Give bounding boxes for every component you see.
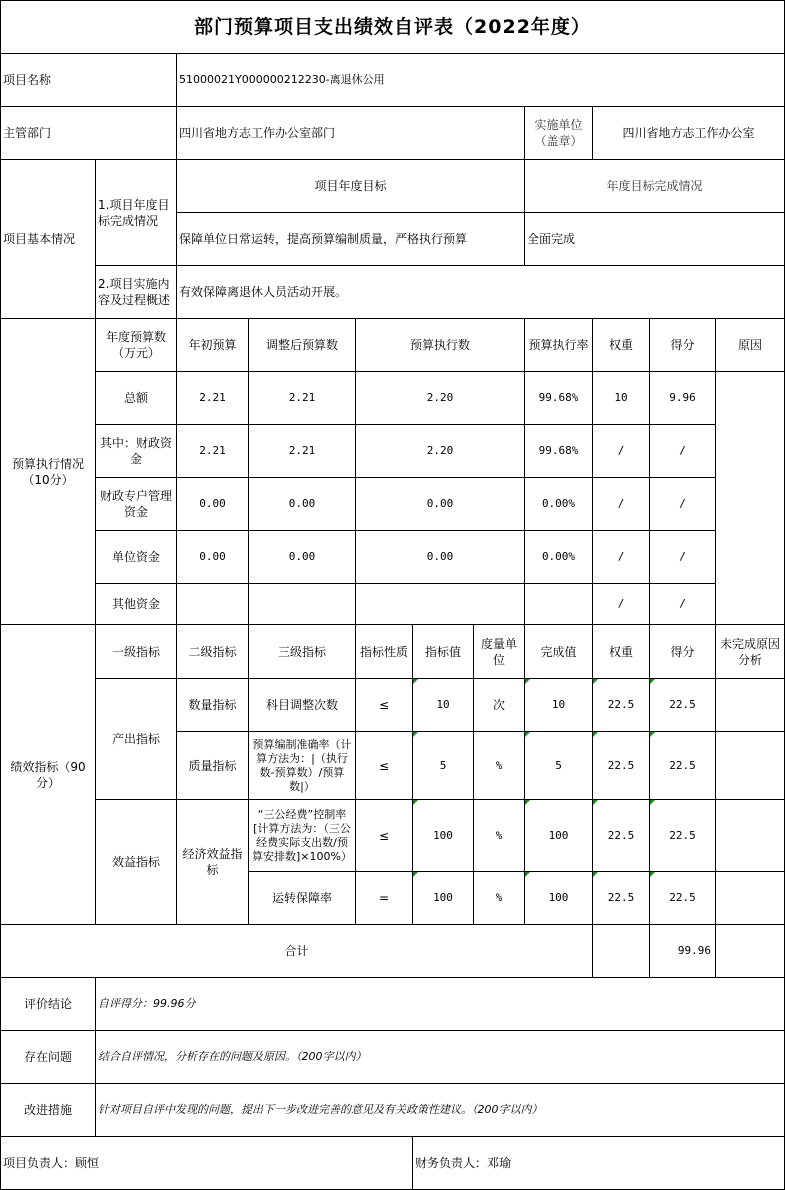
- perf-row-target: 5: [412, 731, 474, 800]
- budget-row-initial: 0.00: [176, 530, 249, 584]
- impl-unit-value: 四川省地方志工作办公室: [592, 106, 785, 160]
- perf-row-target: 100: [412, 871, 474, 925]
- perf-row-weight: 22.5: [592, 678, 650, 732]
- budget-header-initial: 年初预算: [176, 318, 249, 372]
- perf-row-reason[interactable]: [715, 731, 785, 800]
- perf-row-nature: =: [355, 871, 413, 925]
- department-label: 主管部门: [0, 106, 177, 160]
- total-weight: [592, 924, 650, 978]
- budget-row-name: 单位资金: [95, 530, 177, 584]
- budget-header-weight: 权重: [592, 318, 650, 372]
- department-value: 四川省地方志工作办公室部门: [176, 106, 525, 160]
- perf-header-nature: 指标性质: [355, 624, 413, 679]
- budget-row-adjusted: 0.00: [248, 530, 356, 584]
- budget-row-name: 其他资金: [95, 583, 177, 625]
- budget-header-executed: 预算执行数: [355, 318, 525, 372]
- content-label: 2.项目实施内容及过程概述: [95, 265, 177, 319]
- issues-label: 存在问题: [0, 1030, 96, 1084]
- budget-row-rate: 99.68%: [524, 424, 593, 478]
- goal-header: 项目年度目标: [176, 159, 525, 213]
- perf-row-l3: “三公经费”控制率[计算方法为：（三公经费实际支出数/预算安排数]×100%）: [248, 799, 356, 872]
- perf-row-score: 22.5: [649, 799, 716, 872]
- budget-row-rate: 0.00%: [524, 477, 593, 531]
- budget-row-adjusted: [248, 583, 356, 625]
- budget-header-rate: 预算执行率: [524, 318, 593, 372]
- perf-row-l3: 科目调整次数: [248, 678, 356, 732]
- budget-row-name: 其中：财政资金: [95, 424, 177, 478]
- budget-row-weight: /: [592, 424, 650, 478]
- budget-header-reason: 原因: [715, 318, 785, 372]
- perf-row-l3: 运转保障率: [248, 871, 356, 925]
- status-header: 年度目标完成情况: [524, 159, 785, 213]
- budget-row-name: 财政专户管理资金: [95, 477, 177, 531]
- budget-row-executed: [355, 583, 525, 625]
- perf-row-score: 22.5: [649, 731, 716, 800]
- project-name-value: 51000021Y000000212230-离退休公用: [176, 53, 785, 107]
- perf-row-actual: 100: [524, 871, 593, 925]
- perf-row-reason[interactable]: [715, 678, 785, 732]
- perf-row-nature: ≤: [355, 731, 413, 800]
- budget-row-initial: 2.21: [176, 371, 249, 425]
- perf-row-unit: %: [473, 799, 525, 872]
- perf-header-weight: 权重: [592, 624, 650, 679]
- perf-row-actual: 100: [524, 799, 593, 872]
- perf-row-weight: 22.5: [592, 799, 650, 872]
- perf-row-reason[interactable]: [715, 871, 785, 925]
- perf-row-target: 10: [412, 678, 474, 732]
- perf-row-target: 100: [412, 799, 474, 872]
- issues-value[interactable]: 结合自评情况，分析存在的问题及原因。（200字以内）: [95, 1030, 785, 1084]
- budget-row-executed: 0.00: [355, 530, 525, 584]
- perf-row-weight: 22.5: [592, 871, 650, 925]
- perf-header-l3: 三级指标: [248, 624, 356, 679]
- budget-row-executed: 2.20: [355, 424, 525, 478]
- total-label: 合计: [0, 924, 593, 978]
- budget-row-initial: 2.21: [176, 424, 249, 478]
- budget-row-weight: 10: [592, 371, 650, 425]
- page-title: 部门预算项目支出绩效自评表（2022年度）: [0, 0, 785, 54]
- budget-row-score: 9.96: [649, 371, 716, 425]
- budget-header-adjusted: 调整后预算数: [248, 318, 356, 372]
- budget-row-initial: 0.00: [176, 477, 249, 531]
- content-value: 有效保障离退休人员活动开展。: [176, 265, 785, 319]
- perf-header-reason: 未完成原因分析: [715, 624, 785, 679]
- budget-row-weight: /: [592, 530, 650, 584]
- budget-section-label: 预算执行情况（10分）: [0, 318, 96, 625]
- perf-l1-benefit: 效益指标: [95, 799, 177, 925]
- budget-row-rate: 0.00%: [524, 530, 593, 584]
- budget-row-score: /: [649, 477, 716, 531]
- perf-header-actual: 完成值: [524, 624, 593, 679]
- conclusion-label: 评价结论: [0, 977, 96, 1031]
- budget-row-score: /: [649, 583, 716, 625]
- perf-header-l1: 一级指标: [95, 624, 177, 679]
- perf-row-nature: ≤: [355, 678, 413, 732]
- budget-header-score: 得分: [649, 318, 716, 372]
- basic-info-label: 项目基本情况: [0, 159, 96, 319]
- perf-row-l2: 质量指标: [176, 731, 249, 800]
- budget-reason-cell: [715, 371, 785, 625]
- perf-l1-output: 产出指标: [95, 678, 177, 800]
- budget-row-adjusted: 2.21: [248, 424, 356, 478]
- improve-value[interactable]: 针对项目自评中发现的问题，提出下一步改进完善的意见及有关政策性建议。（200字以内）: [95, 1083, 785, 1137]
- perf-row-nature: ≤: [355, 799, 413, 872]
- perf-row-l2: 经济效益指标: [176, 799, 249, 925]
- perf-row-l3: 预算编制准确率（计算方法为：|（执行数-预算数）/预算数|）: [248, 731, 356, 800]
- budget-row-executed: 0.00: [355, 477, 525, 531]
- perf-header-l2: 二级指标: [176, 624, 249, 679]
- goal-value: 保障单位日常运转，提高预算编制质量，严格执行预算: [176, 212, 525, 266]
- total-score: 99.96: [649, 924, 716, 978]
- budget-row-rate: [524, 583, 593, 625]
- perf-section-label: 绩效指标（90分）: [0, 624, 96, 925]
- budget-row-rate: 99.68%: [524, 371, 593, 425]
- perf-row-actual: 10: [524, 678, 593, 732]
- perf-row-score: 22.5: [649, 871, 716, 925]
- budget-row-name: 总额: [95, 371, 177, 425]
- total-reason: [715, 924, 785, 978]
- finance-lead: 财务负责人：邓瑜: [412, 1136, 785, 1190]
- perf-header-unit: 度量单位: [473, 624, 525, 679]
- budget-row-score: /: [649, 424, 716, 478]
- budget-header-amount: 年度预算数（万元）: [95, 318, 177, 372]
- budget-row-adjusted: 2.21: [248, 371, 356, 425]
- perf-header-target: 指标值: [412, 624, 474, 679]
- perf-row-unit: 次: [473, 678, 525, 732]
- project-lead: 项目负责人：顾恒: [0, 1136, 413, 1190]
- improve-label: 改进措施: [0, 1083, 96, 1137]
- impl-unit-label: 实施单位（盖章）: [524, 106, 593, 160]
- budget-row-score: /: [649, 530, 716, 584]
- perf-row-l2: 数量指标: [176, 678, 249, 732]
- goal-completion-label: 1.项目年度目标完成情况: [95, 159, 177, 266]
- perf-row-actual: 5: [524, 731, 593, 800]
- project-name-label: 项目名称: [0, 53, 177, 107]
- budget-row-initial: [176, 583, 249, 625]
- perf-header-score: 得分: [649, 624, 716, 679]
- perf-row-unit: %: [473, 731, 525, 800]
- budget-row-adjusted: 0.00: [248, 477, 356, 531]
- budget-row-weight: /: [592, 583, 650, 625]
- budget-row-weight: /: [592, 477, 650, 531]
- conclusion-value[interactable]: 自评得分：99.96分: [95, 977, 785, 1031]
- perf-row-reason[interactable]: [715, 799, 785, 872]
- perf-row-unit: %: [473, 871, 525, 925]
- perf-row-score: 22.5: [649, 678, 716, 732]
- status-value: 全面完成: [524, 212, 785, 266]
- perf-row-weight: 22.5: [592, 731, 650, 800]
- budget-row-executed: 2.20: [355, 371, 525, 425]
